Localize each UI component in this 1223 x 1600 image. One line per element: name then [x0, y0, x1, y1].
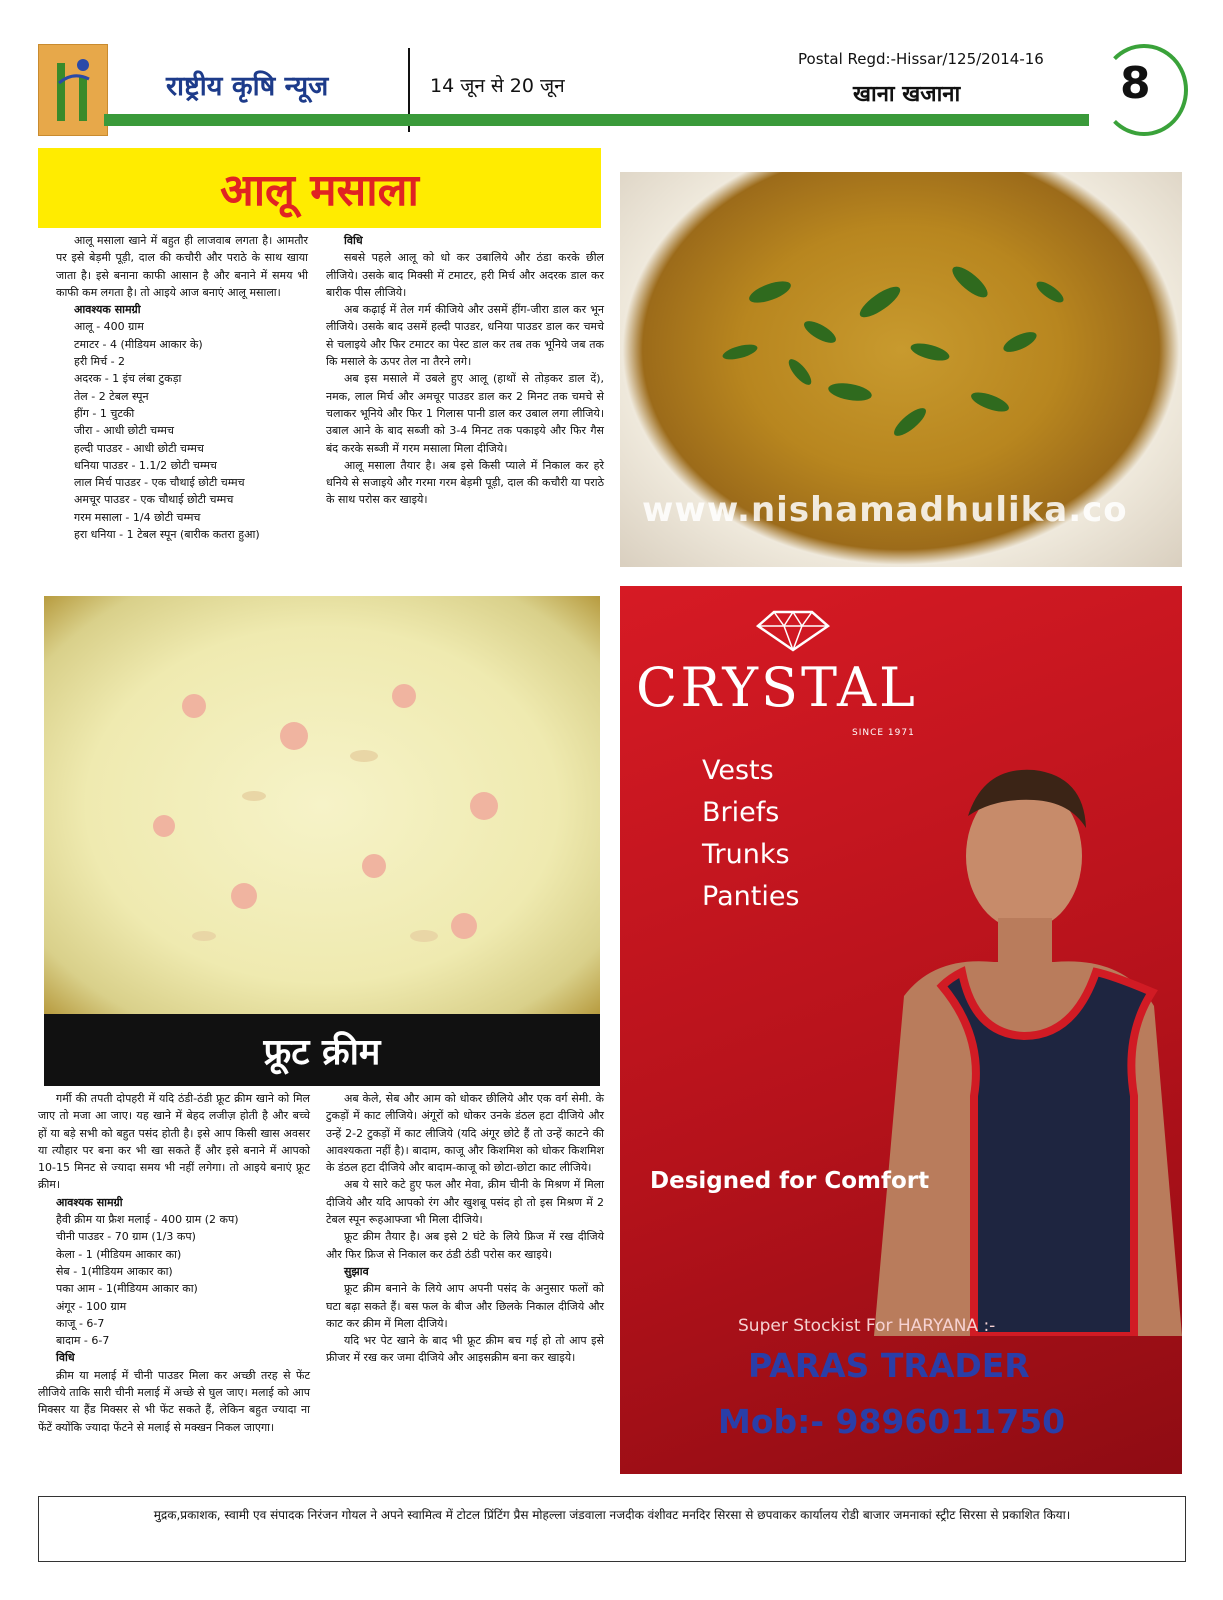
ad-tagline: Designed for Comfort	[650, 1168, 930, 1194]
postal-registration: Postal Regd:-Hissar/125/2014-16	[798, 50, 1044, 68]
ingredient-item: हरा धनिया - 1 टेबल स्पून (बारीक कतरा हुआ)	[74, 528, 260, 542]
ad-mobile-number: Mob:- 9896011750	[718, 1402, 1066, 1441]
logo-figure-icon	[53, 53, 95, 125]
crystal-logo-icon	[754, 608, 832, 652]
aloo-method-step: आलू मसाला तैयार है। अब इसे किसी प्याले में निकाल कर हरे धनिये से सजाइये और गरमा गरम बेड़मी पूड़ी, दाल की कचौरी या पराठे के साथ परोस कर खाइये।	[326, 458, 604, 507]
fruit-pieces-icon	[44, 596, 600, 1014]
fruit-cream-method-step: फ्रूट क्रीम तैयार है। अब इसे 2 घंटे के लिये फ्रिज में रख दीजिये और फिर फ्रिज से निकाल कर ठंडी ठंडी परोस कर खाइये।	[326, 1230, 604, 1261]
fruit-cream-title-banner	[44, 1014, 600, 1086]
ad-brand-name: CRYSTAL	[636, 656, 918, 719]
ingredient-item: पका आम - 1(मीडियम आकार का)	[56, 1282, 198, 1296]
fruit-cream-method-step: अब ये सारे कटे हुए फल और मेवा, क्रीम चीनी के मिश्रण में मिला दीजिये और यदि आपको रंग और खुशबू पसंद हो तो इस मिश्रण में 2 टेबल स्पून रूहआफ्जा भी मिला दीजिये।	[326, 1178, 604, 1227]
ingredient-item: केला - 1 (मीडियम आकार का)	[56, 1247, 182, 1261]
ad-product-item: Vests	[702, 755, 774, 786]
fruit-cream-column-1	[38, 1090, 310, 1436]
masthead-green-bar	[104, 114, 1089, 126]
ad-since-year: SINCE 1971	[852, 728, 915, 738]
ingredient-item: गरम मसाला - 1/4 छोटी चम्मच	[74, 510, 201, 524]
fruit-cream-method-step: क्रीम या मलाई में चीनी पाउडर मिला कर अच्छी तरह से फेंट लीजिये ताकि सारी चीनी मलाई में अच्छे से घुल जाए। मलाई को आप मिक्सर या हैंड मिक्सर से भी फेंट सकते हैं, लेकिन बहुत ज्यादा ना फेंटें क्योंकि ज्यादा फेंटने से मलाई से मक्खन निकल जाएगा।	[38, 1368, 310, 1434]
ingredient-item: काजू - 6-7	[56, 1316, 105, 1330]
aloo-method-step: सबसे पहले आलू को धो कर उबालिये और ठंडा करके छील लीजिये। उसके बाद मिक्सी में टमाटर, हरी मिर्च और अदरक डाल कर बारीक पीस लीजिये।	[326, 251, 604, 299]
newspaper-logo	[38, 44, 108, 136]
section-title: खाना खजाना	[853, 82, 961, 107]
aloo-method-heading: विधि	[344, 234, 363, 247]
ingredient-item: जीरा - आधी छोटी चम्मच	[74, 424, 174, 438]
fruit-cream-tips-heading: सुझाव	[344, 1264, 369, 1278]
page-number: 8	[1120, 58, 1151, 109]
model-in-vest-icon	[834, 736, 1182, 1336]
ingredient-item: तेल - 2 टेबल स्पून	[74, 389, 149, 403]
ingredient-item: अदरक - 1 इंच लंबा टुकड़ा	[74, 372, 182, 386]
ingredient-item: आलू - 400 ग्राम	[74, 320, 144, 334]
aloo-column-1	[56, 232, 308, 543]
aloo-intro: आलू मसाला खाने में बहुत ही लाजवाब लगता है। आमतौर पर इसे बेड़मी पूड़ी, दाल की कचौरी और पराठे के साथ खाया जाता है। इसे बनाना काफी आसान है और बनाने में समय भी काफी कम लगता है। तो आइये आज बनाएं आलू मसाला।	[56, 234, 308, 299]
crystal-advertisement	[620, 586, 1182, 1474]
ingredient-item: चीनी पाउडर - 70 ग्राम (1/3 कप)	[56, 1230, 196, 1244]
ingredient-item: बादाम - 6-7	[56, 1334, 110, 1348]
ingredient-item: हल्दी पाउडर - आधी छोटी चम्मच	[74, 441, 204, 455]
fruit-cream-method-heading: विधि	[56, 1351, 75, 1365]
fruit-cream-photo	[44, 596, 600, 1014]
ingredient-item: हरी मिर्च - 2	[74, 355, 126, 369]
ad-product-item: Trunks	[702, 839, 790, 870]
aloo-masala-photo	[620, 172, 1182, 567]
ad-product-item: Panties	[702, 881, 800, 912]
ingredient-item: हींग - 1 चुटकी	[74, 406, 135, 420]
newspaper-name: राष्ट्रीय कृषि न्यूज	[166, 71, 329, 102]
fruit-cream-tip: यदि भर पेट खाने के बाद भी फ्रूट क्रीम बच गई हो तो आप इसे फ्रीजर में रख कर जमा दीजिये और आइसक्रीम बना कर खाइये।	[326, 1334, 604, 1365]
printer-imprint	[38, 1496, 1186, 1562]
fruit-cream-method-step: अब केले, सेब और आम को धोकर छीलिये और एक वर्ग सेमी. के टुकड़ों में काट लीजिये। अंगूरों को धोकर उनके डंठल हटा दीजिये और उन्हें 2-2 टुकड़ों में काट लीजिये (यदि अंगूर छोटे हैं तो उन्हें काटने की आवश्यकता नहीं है)। बादाम, काजू और किशमिश को धोकर किशमिश के डंठल हटा दीजिये और बादाम-काजू को छोटा-छोटा काट लीजिये।	[326, 1092, 604, 1175]
ingredient-item: हैवी क्रीम या फ्रैश मलाई - 400 ग्राम (2 कप)	[56, 1213, 239, 1227]
ingredient-item: सेब - 1(मीडियम आकार का)	[56, 1264, 173, 1278]
ad-trader-name: PARAS TRADER	[748, 1346, 1030, 1385]
fruit-cream-title: फ्रूट क्रीम	[263, 1031, 381, 1073]
photo-watermark: www.nishamadhulika.co	[642, 490, 1128, 530]
ingredient-item: धनिया पाउडर - 1.1/2 छोटी चम्मच	[74, 458, 217, 472]
imprint-text: मुद्रक,प्रकाशक, स्वामी एव संपादक निरंजन गोयल ने अपने स्वामित्व में टोटल प्रिंटिंग प्रैस मोहल्ला जंडवाला नजदीक वंशीवट मनदिर सिरसा से छपवाकर कार्यालय रोडी बाजार जमनाकां स्ट्रीट सिरसा से प्रकाशित किया।	[153, 1508, 1071, 1522]
aloo-ingredients-heading: आवश्यक सामग्री	[74, 303, 141, 317]
aloo-method-step: अब इस मसाले में उबले हुए आलू (हाथों से तोड़कर डाल दें), नमक, लाल मिर्च और अमचूर पाउडर डाल कर 2 मिनट तक चमचे से चलाकर भूनिये और फिर 1 गिलास पानी डाल कर उबाल लगा लीजिये। उबाल आने के बाद सब्जी को 3-4 मिनट तक पकाइये और फिर गैस बंद करके सब्जी में गरम मसाला मिला दीजिये।	[326, 372, 604, 455]
aloo-masala-title: आलू मसाला	[220, 165, 419, 216]
masthead	[38, 44, 1186, 140]
aloo-method-step: अब कढ़ाई में तेल गर्म कीजिये और उसमें हींग-जीरा डाल कर भून लीजिये। उसके बाद उसमें हल्दी पाउडर, धनिया पाउडर डाल कर चमचे से चलाइये और फिर टमाटर का पेस्ट डाल कर तब तक भूनिये जब तक कि मसाले के ऊपर तेल ना तैरने लगे।	[326, 303, 604, 369]
ad-product-item: Briefs	[702, 797, 780, 828]
ad-product-list	[702, 750, 800, 918]
fruit-cream-column-2	[326, 1090, 604, 1367]
ingredient-item: टमाटर - 4 (मीडियम आकार के)	[74, 337, 203, 351]
ingredient-item: अमचूर पाउडर - एक चौथाई छोटी चम्मच	[74, 493, 234, 507]
fruit-cream-tip: फ्रूट क्रीम बनाने के लिये आप अपनी पसंद के अनुसार फलों को घटा बढ़ा सकते हैं। बस फल के बीज और छिलके निकाल दीजिये और काट कर क्रीम में मिला दीजिये।	[326, 1282, 604, 1330]
issue-date-range: 14 जून से 20 जून	[430, 75, 565, 97]
ingredient-item: अंगूर - 100 ग्राम	[56, 1299, 127, 1313]
ingredient-item: लाल मिर्च पाउडर - एक चौथाई छोटी चम्मच	[74, 476, 245, 490]
aloo-column-2	[326, 232, 604, 509]
aloo-masala-title-banner	[38, 148, 601, 228]
fruit-cream-ingredients-heading: आवश्यक सामग्री	[56, 1195, 123, 1209]
fruit-cream-intro: गर्मी की तपती दोपहरी में यदि ठंडी-ठंडी फ्रूट क्रीम खाने को मिल जाए तो मजा आ जाए। यह खाने में बेहद लजीज़ होती है और बच्चे हों या बड़े सभी को बहुत पसंद होती है। इसे आप किसी खास अवसर या त्यौहार पर बना कर भी खा सकते हैं और इसे बनाने में आपको 10-15 मिनट से ज्यादा समय भी नहीं लगेगा। तो आइये बनाएं फ्रूट क्रीम।	[38, 1092, 310, 1192]
ad-stockist-label: Super Stockist For HARYANA :-	[738, 1316, 996, 1336]
